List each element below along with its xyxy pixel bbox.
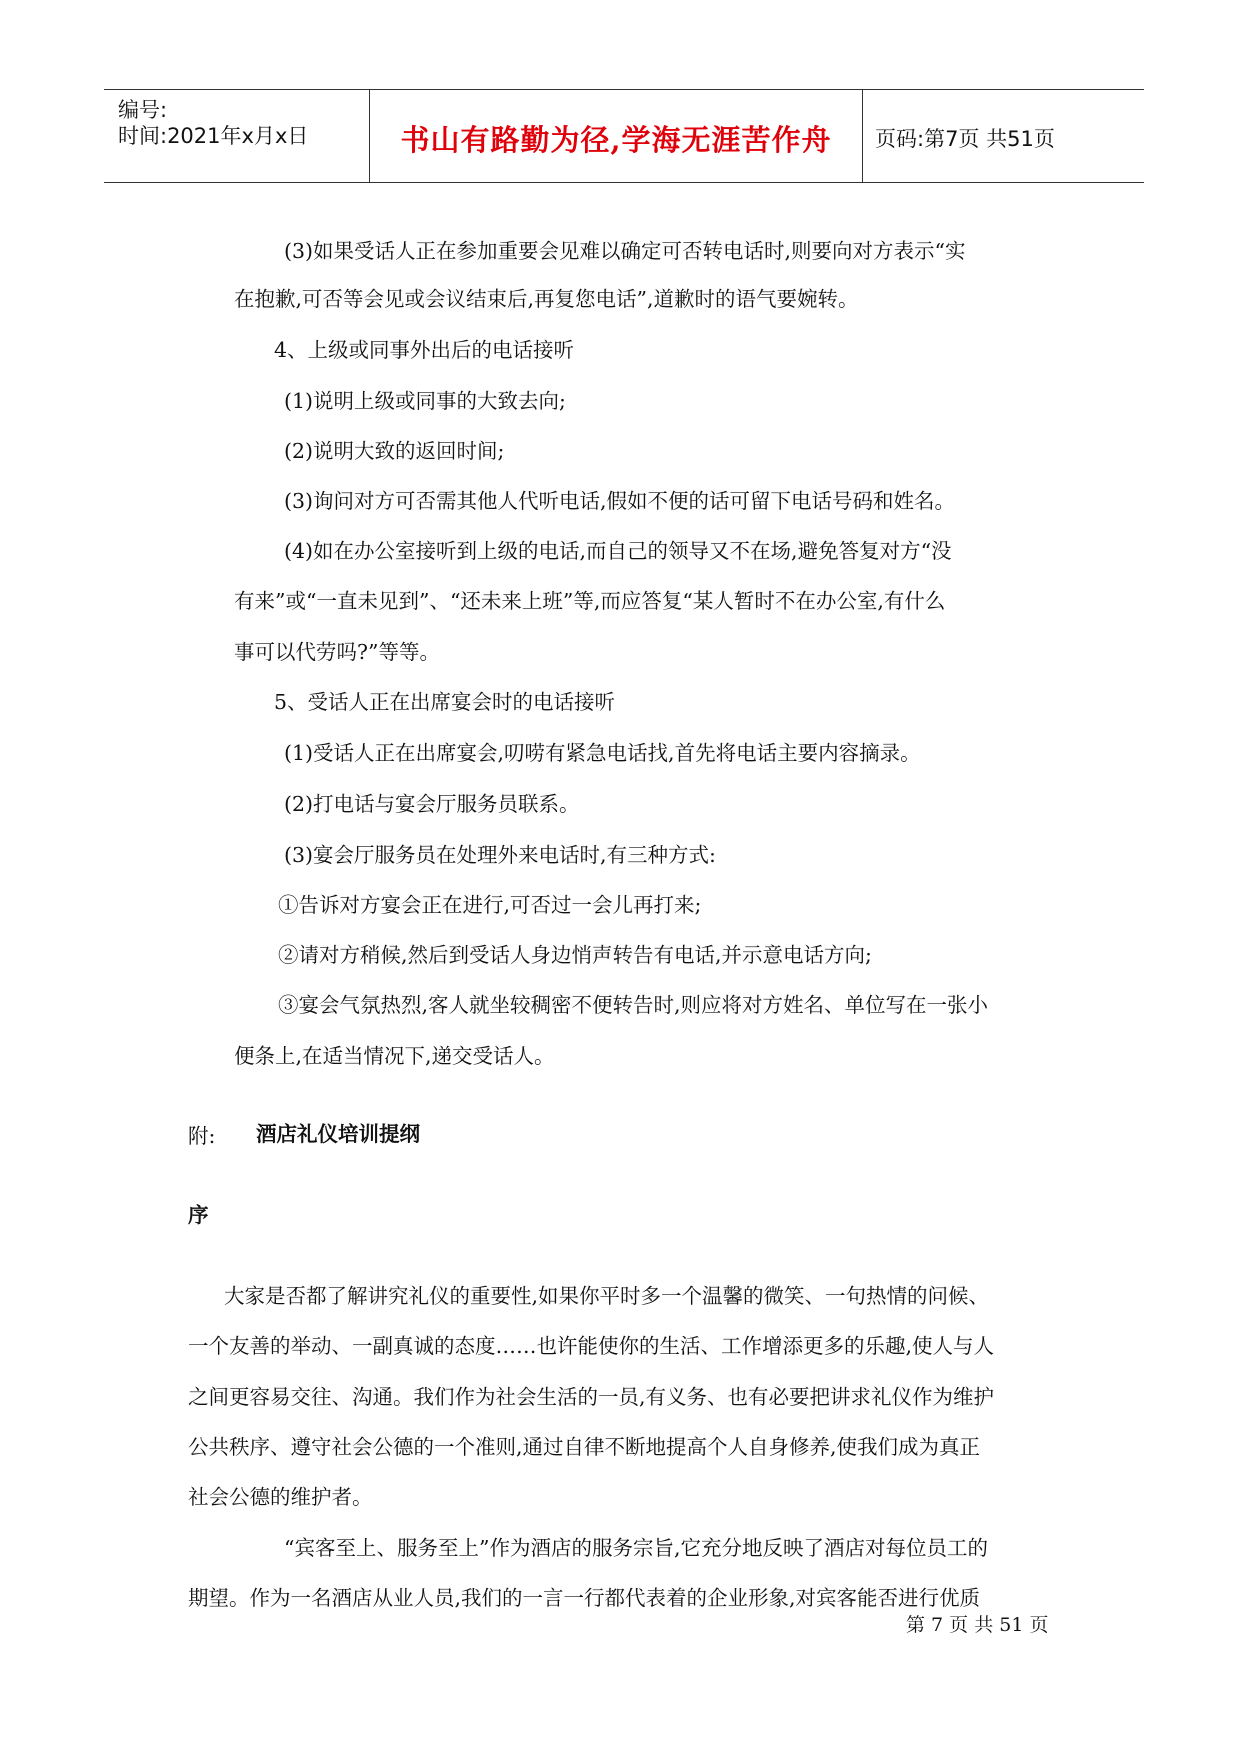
body-line: 4、上级或同事外出后的电话接听 [274, 338, 575, 362]
body-line: (3)宴会厅服务员在处理外来电话时,有三种方式: [284, 843, 716, 867]
appendix-title: 酒店礼仪培训提纲 [256, 1122, 420, 1146]
intro-line: 一个友善的举动、一副真诚的态度……也许能使你的生活、工作增添更多的乐趣,使人与人 [188, 1334, 995, 1358]
body-line: ①告诉对方宴会正在进行,可否过一会儿再打来; [278, 893, 702, 917]
header-page-info: 页码:第7页 共51页 [875, 127, 1055, 151]
appendix-label: 附: [188, 1124, 216, 1148]
header-motto-cell [369, 90, 863, 182]
body-line: 事可以代劳吗?”等等。 [234, 640, 440, 664]
body-line: (3)询问对方可否需其他人代听电话,假如不便的话可留下电话号码和姓名。 [284, 489, 956, 513]
page-footer: 第 7 页 共 51 页 [906, 1614, 1049, 1636]
page-header [104, 89, 1144, 183]
body-line: (4)如在办公室接听到上级的电话,而自己的领导又不在场,避免答复对方“没 [284, 539, 952, 563]
body-line: 便条上,在适当情况下,递交受话人。 [234, 1044, 555, 1068]
intro-line: 大家是否都了解讲究礼仪的重要性,如果你平时多一个温馨的微笑、一句热情的问候、 [224, 1284, 990, 1308]
intro-line: 之间更容易交往、沟通。我们作为社会生活的一员,有义务、也有必要把讲求礼仪作为维护 [188, 1385, 995, 1409]
intro-line: “宾客至上、服务至上”作为酒店的服务宗旨,它充分地反映了酒店对每位员工的 [284, 1536, 988, 1560]
intro-line: 期望。作为一名酒店从业人员,我们的一言一行都代表着的企业形象,对宾客能否进行优质 [188, 1586, 981, 1610]
intro-line: 公共秩序、遵守社会公德的一个准则,通过自律不断地提高个人自身修养,使我们成为真正 [188, 1435, 981, 1459]
body-line: (1)受话人正在出席宴会,叨唠有紧急电话找,首先将电话主要内容摘录。 [284, 741, 921, 765]
body-line: (2)打电话与宴会厅服务员联系。 [284, 792, 580, 816]
intro-line: 社会公德的维护者。 [188, 1485, 373, 1509]
header-meta [104, 90, 369, 182]
document-time-label: 时间:2021年x月x日 [118, 124, 309, 148]
header-motto: 书山有路勤为径,学海无涯苦作舟 [400, 123, 832, 157]
body-line: (3)如果受话人正在参加重要会见难以确定可否转电话时,则要向对方表示“实 [284, 239, 966, 263]
body-line: 5、受话人正在出席宴会时的电话接听 [274, 690, 616, 714]
body-line: 在抱歉,可否等会见或会议结束后,再复您电话”,道歉时的语气要婉转。 [234, 287, 859, 311]
body-line: (1)说明上级或同事的大致去向; [284, 389, 566, 413]
body-line: ②请对方稍候,然后到受话人身边悄声转告有电话,并示意电话方向; [278, 943, 872, 967]
body-line: ③宴会气氛热烈,客人就坐较稠密不便转告时,则应将对方姓名、单位写在一张小 [278, 993, 989, 1017]
section-title: 序 [188, 1203, 209, 1227]
body-line: (2)说明大致的返回时间; [284, 439, 505, 463]
header-page-cell [863, 90, 1144, 182]
body-line: 有来”或“一直未见到”、“还未来上班”等,而应答复“某人暂时不在办公室,有什么 [234, 589, 946, 613]
document-number-label: 编号: [118, 98, 168, 122]
